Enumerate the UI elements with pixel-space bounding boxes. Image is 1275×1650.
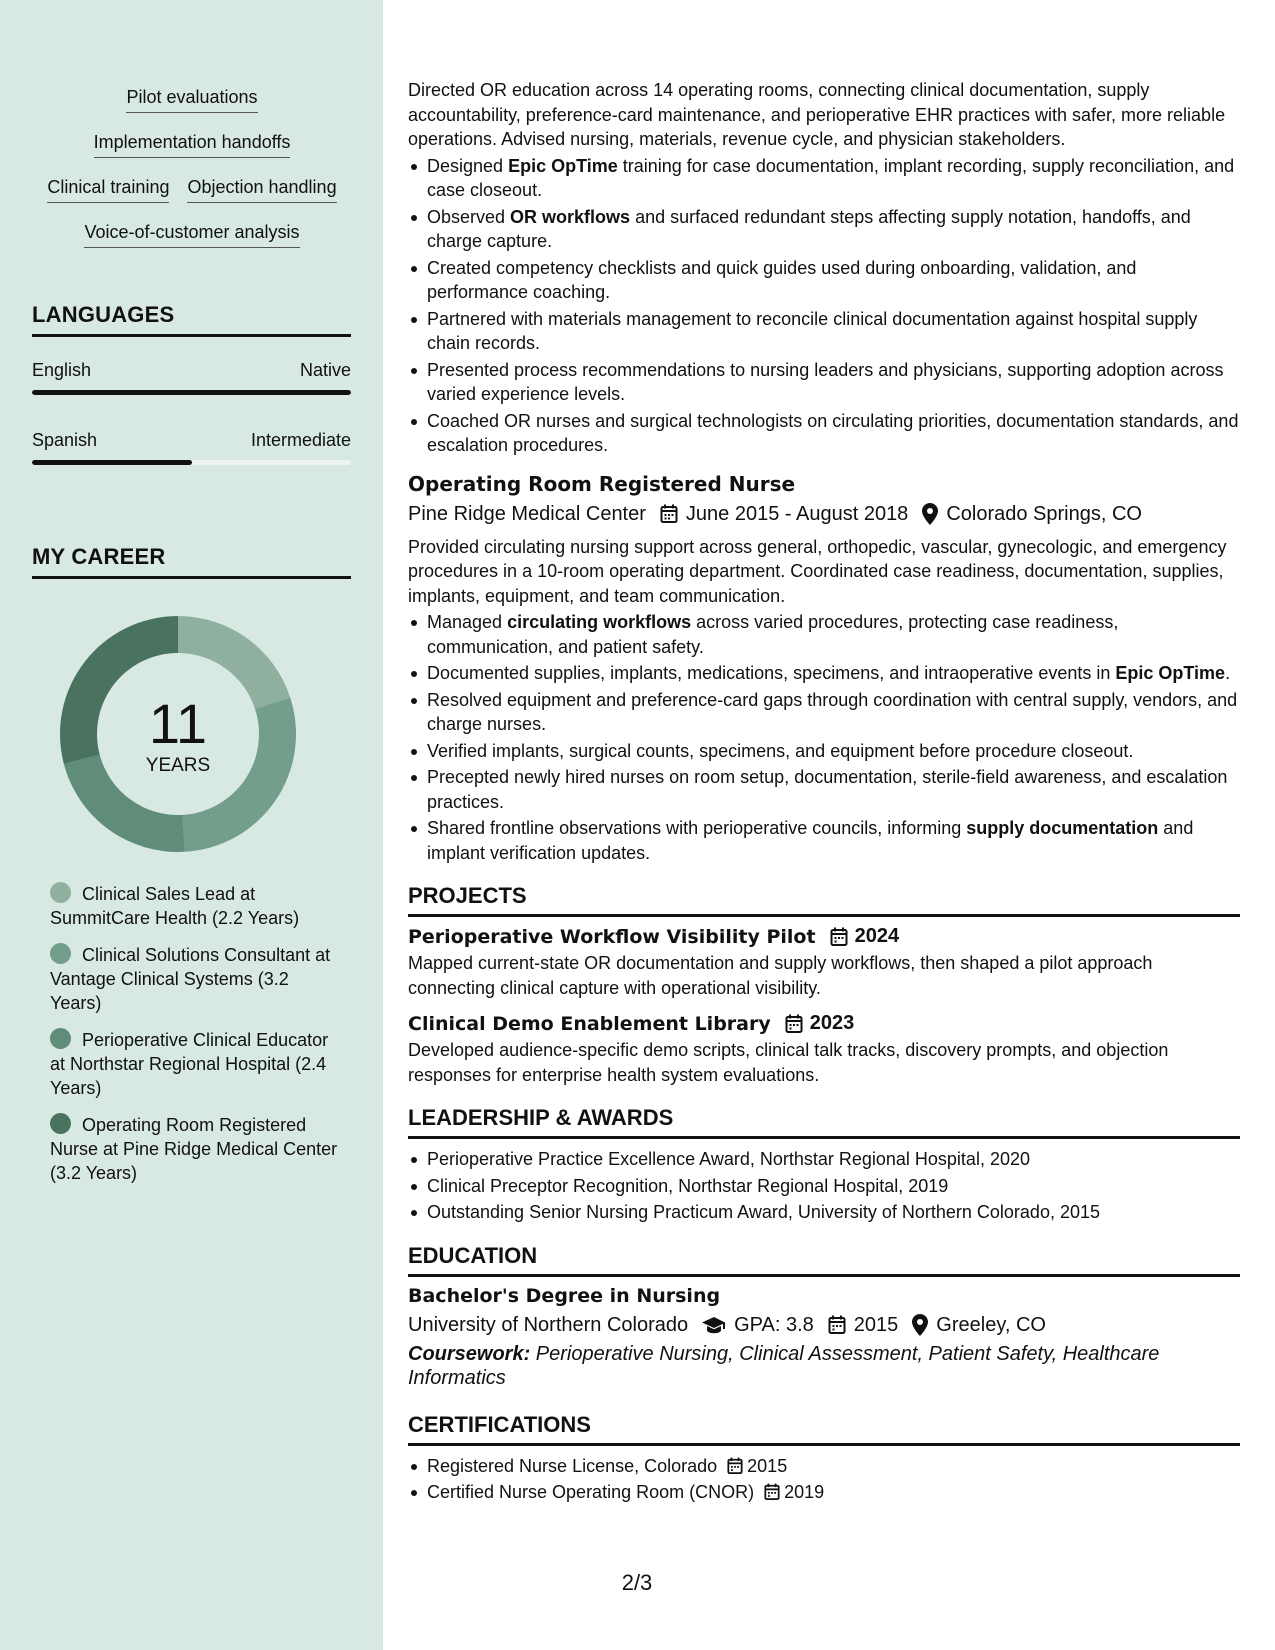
bullet-text: and surfaced redundant steps affecting supply notation, handoffs, and charge capture. [427,206,1191,251]
language-english [32,360,351,395]
role-summary: Directed OR education across 14 operating rooms, connecting clinical documentation, supply accountability, preference-card maintenance, and perioperative EHR practices with safer, more reliable operations. Advised nursing, materials, revenue cycle, and physician stakeholders. [408,80,1226,149]
education-heading: EDUCATION [408,1243,1240,1277]
language-spanish [32,430,351,465]
language-level: Native [299,360,351,380]
language-name: Spanish [32,430,98,450]
bullet-item: Created competency checklists and quick guides used during onboarding, validation, and performance coaching. [408,256,1240,305]
career-item [50,943,340,1015]
career-years-number: 11 [148,692,208,755]
certification-item [408,1454,1240,1479]
career-legend [50,882,340,1198]
career-item [50,1028,340,1100]
coursework-text: Perioperative Nursing, Clinical Assessment, Patient Safety, Healthcare Informatics [408,1342,1160,1389]
bullet-item: Partnered with materials management to reconcile clinical documentation against hospital supply chain records. [408,307,1240,356]
career-item-text: Clinical Sales Lead at SummitCare Health (2.2 Years) [50,884,300,928]
main-content [408,78,1240,1507]
bullet-text: Documented supplies, implants, medications, specimens, and intraoperative events in [427,663,1116,683]
bullet-text: Shared frontline observations with perioperative councils, informing [427,818,967,838]
career-years-label: YEARS [145,755,211,776]
career-item-text: Operating Room Registered Nurse at Pine Ridge Medical Center (3.2 Years) [50,1115,338,1183]
skills-list [32,86,352,266]
education-gpa: GPA: 3.8 [734,1313,814,1336]
bullet-item: Coached OR nurses and surgical technologists on circulating priorities, documentation standards, and escalation procedures. [408,409,1240,458]
languages-heading: LANGUAGES [32,302,351,337]
job-dates: June 2015 - August 2018 [685,502,909,525]
career-heading: MY CAREER [32,544,351,579]
bullet-bold: OR workflows [510,206,631,227]
awards-list [408,1147,1240,1225]
career-item-text: Perioperative Clinical Educator at Northstar Regional Hospital (2.4 Years) [50,1030,329,1098]
job-company: Pine Ridge Medical Center [408,502,646,525]
bullet-item: Presented process recommendations to nursing leaders and physicians, supporting adoption across varied experience levels. [408,358,1240,407]
bullet-item: Resolved equipment and preference-card gaps through coordination with central supply, vendors, and charge nurses. [408,688,1240,737]
coursework [408,1342,1240,1390]
bullet-item [408,154,1240,203]
degree-title: Bachelor's Degree in Nursing [408,1284,721,1307]
language-level: Intermediate [250,430,351,450]
career-dot [50,1028,71,1049]
certification-name: Certified Nurse Operating Room (CNOR) [427,1482,755,1502]
award-item: Perioperative Practice Excellence Award, Northstar Regional Hospital, 2020 [408,1147,1240,1172]
language-name: English [32,360,92,380]
language-proficiency-fill [32,390,351,395]
skill-row [32,131,352,176]
certifications-list [408,1454,1240,1505]
project-description: Mapped current-state OR documentation and supply workflows, then shaped a pilot approach connecting clinical capture with operational visibility. [408,953,1153,998]
page-number: 2/3 [621,1570,653,1595]
bullet-bold: circulating workflows [507,612,692,632]
education-meta [408,1310,1240,1340]
project-year: 2023 [809,1012,855,1034]
skill-tag: Voice-of-customer analysis [84,221,299,248]
project-name: Clinical Demo Enablement Library [408,1012,771,1035]
location-pin-icon [912,1314,928,1336]
school-name: University of Northern Colorado [408,1313,689,1336]
bullet-text: training for case documentation, implant recording, supply reconciliation, and case closeout. [427,155,1235,200]
certification-name: Registered Nurse License, Colorado [427,1455,718,1476]
job-location: Colorado Springs, CO [946,502,1142,525]
skill-tag: Implementation handoffs [94,131,291,158]
language-proficiency-bar [32,460,351,465]
calendar-icon [785,1014,803,1034]
calendar-icon [660,504,678,524]
sidebar [0,0,383,1650]
awards-heading: LEADERSHIP & AWARDS [408,1105,1240,1139]
career-item-text: Clinical Solutions Consultant at Vantage Clinical Systems (3.2 Years) [50,945,331,1013]
skill-tag: Pilot evaluations [126,86,257,113]
award-item: Clinical Preceptor Recognition, Northstar Regional Hospital, 2019 [408,1174,1240,1199]
education-location: Greeley, CO [936,1313,1046,1336]
bullet-bold: supply documentation [966,818,1159,838]
calendar-icon [764,1483,780,1501]
career-item [50,1113,340,1185]
career-dot [50,943,71,964]
bullet-text: across varied procedures, protecting case readiness, communication, and patient safety. [427,612,1119,657]
calendar-icon [727,1457,743,1475]
skill-tag: Objection handling [187,176,336,203]
bullet-text: and implant verification updates. [427,818,1194,863]
bullet-item [408,205,1240,254]
bullet-item [408,816,1240,865]
job-meta [408,499,1240,529]
job-title: Operating Room Registered Nurse [408,471,796,496]
bullet-item [408,661,1240,686]
bullet-text: Designed [427,155,509,176]
certification-item [408,1480,1240,1505]
bullet-bold: Epic OpTime [508,155,618,176]
role-bullets [408,154,1240,458]
award-item: Outstanding Senior Nursing Practicum Award, University of Northern Colorado, 2015 [408,1200,1240,1225]
project-title [408,925,1240,948]
skill-row [32,176,352,221]
bullet-text: Managed [427,612,508,632]
bullet-item: Precepted newly hired nurses on room setup, documentation, sterile-field awareness, and escalation practices. [408,765,1240,814]
job-bullets [408,610,1240,865]
project-year: 2024 [854,925,900,947]
career-dot [50,882,71,903]
certifications-heading: CERTIFICATIONS [408,1412,1240,1446]
skill-row [32,221,352,266]
projects-heading: PROJECTS [408,883,1240,917]
skill-row [32,86,352,131]
certification-year: 2019 [784,1482,825,1502]
bullet-item [408,610,1240,659]
bullet-bold: Epic OpTime [1115,663,1226,683]
bullet-item: Verified implants, surgical counts, specimens, and equipment before procedure closeout. [408,739,1240,764]
language-proficiency-bar [32,390,351,395]
job-summary: Provided circulating nursing support across general, orthopedic, vascular, gynecologic, and emergency procedures in a 10-room operating department. Coordinated case readiness, documentation, supplies, implants, equipment, and team communication. [408,536,1227,606]
project-name: Perioperative Workflow Visibility Pilot [408,925,816,948]
graduation-cap-icon [702,1316,726,1334]
calendar-icon [828,1315,846,1335]
certification-year: 2015 [747,1455,788,1476]
career-item [50,882,340,930]
project-title [408,1012,1240,1035]
calendar-icon [830,927,848,947]
skill-tag: Clinical training [47,176,169,203]
language-proficiency-fill [32,460,192,465]
education-year: 2015 [853,1313,899,1336]
bullet-text: . [1225,663,1231,683]
career-dot [50,1113,71,1134]
project-description: Developed audience-specific demo scripts, clinical talk tracks, discovery prompts, and objection responses for enterprise health system evaluations. [408,1040,1169,1085]
coursework-label: Coursework: [408,1342,531,1365]
location-pin-icon [922,503,938,525]
bullet-text: Observed [427,206,511,227]
